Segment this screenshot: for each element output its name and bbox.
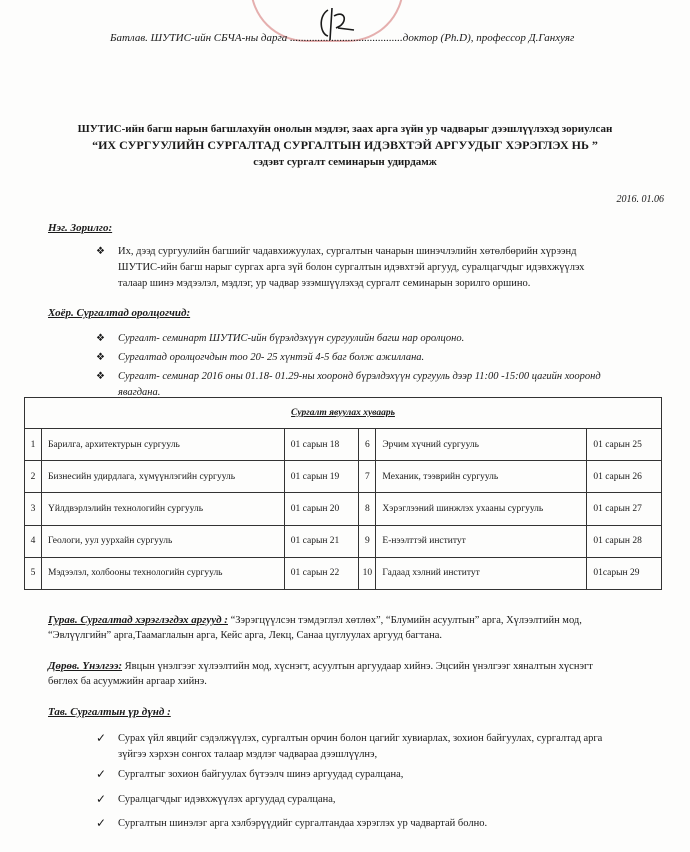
- row-number: 4: [25, 525, 42, 557]
- section2-bullet-3-cont: явагдана.: [118, 387, 161, 398]
- section5-heading: Тав. Сургалтын үр дүнд :: [48, 706, 171, 718]
- school-name: Е-нээлттэй институт: [376, 525, 587, 557]
- title-line-1: ШУТИС-ийн багш нарын багшлахуйн онолын мэдлэг, заах арга зүйн ур чадварыг дээшлүүлэхэд зориулсан: [77, 123, 613, 135]
- table-row: [25, 461, 662, 493]
- school-name: Эрчим хүчний сургууль: [376, 429, 587, 461]
- schedule-date: 01 сарын 22: [284, 557, 359, 589]
- diamond-bullet-icon: ❖: [96, 371, 105, 382]
- row-number: 1: [25, 429, 42, 461]
- school-name: Үйлдвэрлэлийн технологийн сургууль: [42, 493, 285, 525]
- school-name: Геологи, уул уурхайн сургууль: [42, 525, 285, 557]
- school-name: Мэдээлэл, холбооны технологийн сургууль: [42, 557, 285, 589]
- section5-item2: Сургалтыг зохион байгуулах бүтээлч шинэ аргуудад суралцана,: [118, 769, 404, 780]
- table-row: [25, 525, 662, 557]
- checkmark-icon: ✓: [96, 816, 107, 830]
- row-number: 7: [359, 461, 376, 493]
- row-number: 2: [25, 461, 42, 493]
- section1-heading: Нэг. Зорилго:: [48, 222, 113, 234]
- diamond-bullet-icon: ❖: [96, 246, 105, 257]
- row-number: 5: [25, 557, 42, 589]
- table-row: [25, 429, 662, 461]
- diamond-bullet-icon: ❖: [96, 352, 105, 363]
- section1-line-1: Их, дээд сургуулийн багшийг чадавхижуулах, сургалтын чанарын шинэчлэлийн хөтөлбөрийн хүрээнд: [118, 246, 577, 257]
- section3-text-1: “Зэрэгцүүлсэн тэмдэглэл хөтлөх”, “Блумийн асуултын” арга, Хүлээлтийн мод,: [227, 615, 582, 626]
- schedule-date: 01 сарын 28: [587, 525, 662, 557]
- row-number: 9: [359, 525, 376, 557]
- section2-bullet-2: Сургалтад оролцогчдын тоо 20- 25 хүнтэй 4-5 баг болж ажиллана.: [118, 352, 425, 363]
- section3-text-2: “Эвлүүлгийн” арга,Таамаглалын арга, Кейс арга, Лекц, Санаа цуглуулах аргууд багтана.: [48, 630, 442, 641]
- row-number: 8: [359, 493, 376, 525]
- school-name: Бизнесийн удирдлага, хүмүүнлэгийн сургууль: [42, 461, 285, 493]
- section2-bullet-1: Сургалт- семинарт ШУТИС-ийн бүрэлдэхүүн сургуулийн багш нар оролцоно.: [118, 333, 465, 344]
- schedule-date: 01 сарын 26: [587, 461, 662, 493]
- title-line-2: “ИХ СУРГУУЛИЙН СУРГАЛТАД СУРГАЛТЫН ИДЭВХТЭЙ АРГУУДЫГ ХЭРЭГЛЭХ НЬ ”: [92, 138, 598, 152]
- section5-item3: Суралцагчдыг идэвхжүүлэх аргуудад суралцана,: [118, 794, 336, 805]
- table-row: [25, 557, 662, 589]
- section2-bullet-3: Сургалт- семинар 2016 оны 01.18- 01.29-ны хооронд бүрэлдэхүүн сургууль дээр 11:00 -15:00 цагийн хооронд: [118, 371, 601, 382]
- checkmark-icon: ✓: [96, 731, 107, 745]
- row-number: 3: [25, 493, 42, 525]
- approval-line: Батлав. ШУТИС-ийн СБЧА-ны дарга .........................................доктор (Ph.D), профессор Д.Ганхуяг: [110, 32, 575, 44]
- section1-line-3: талаар шинэ мэдээлэл, мэдлэг, ур чадвар эзэмшүүлэхэд сургалт семинарын зорилго оршино.: [118, 278, 531, 289]
- section4-text-2: бөглөх ба асуумжийн аргаар хийнэ.: [48, 676, 207, 687]
- schedule-date: 01 сарын 21: [284, 525, 359, 557]
- schedule-date: 01 сарын 19: [284, 461, 359, 493]
- section5-item4: Сургалтын шинэлэг арга хэлбэрүүдийг сургалтандаа хэрэглэх ур чадвартай болно.: [118, 818, 488, 829]
- section4-text-1: Явцын үнэлгээг хүлээлтийн мод, хүснэгт, асуултын аргуудаар хийнэ. Эцсийн үнэлгээг хяналтын хүснэгт: [122, 661, 593, 672]
- section4-line-1: [48, 658, 593, 675]
- schedule-title: Сургалт явуулах хуваарь: [25, 398, 662, 429]
- title-line-3: сэдэвт сургалт семинарын удирдамж: [253, 156, 437, 168]
- document-date: 2016. 01.06: [616, 194, 664, 205]
- section3-heading: Гурав. Сургалтад хэрэглэгдэх аргууд :: [48, 614, 228, 626]
- schedule-date: 01 сарын 20: [284, 493, 359, 525]
- section4-heading: Дөрөв. Үнэлгээ:: [48, 660, 123, 672]
- schedule-table: [24, 397, 662, 590]
- diamond-bullet-icon: ❖: [96, 333, 105, 344]
- section1-line-2: ШУТИС-ийн багш нарыг сургах арга зүй болон сургалтын идэвхтэй аргууд, суралцагчдыг идэвхжүүлэх: [118, 262, 585, 273]
- schedule-date: 01сарын 29: [587, 557, 662, 589]
- table-row: [25, 493, 662, 525]
- row-number: 10: [359, 557, 376, 589]
- schedule-date: 01 сарын 25: [587, 429, 662, 461]
- school-name: Барилга, архитектурын сургууль: [42, 429, 285, 461]
- school-name: Механик, тээврийн сургууль: [376, 461, 587, 493]
- section5-item1-line2: зүйгээ хэрхэн сонгох талаар мэдлэг чадвараа дээшлүүлнэ,: [118, 749, 378, 760]
- checkmark-icon: ✓: [96, 767, 107, 781]
- school-name: Хэрэглээний шинжлэх ухааны сургууль: [376, 493, 587, 525]
- schedule-date: 01 сарын 27: [587, 493, 662, 525]
- row-number: 6: [359, 429, 376, 461]
- section5-item1-line1: Сурах үйл явцийг сэдэлжүүлэх, сургалтын орчин болон цагийг хувиарлах, зохион байгуулах, сургалтад арга: [118, 733, 603, 744]
- school-name: Гадаад хэлний институт: [376, 557, 587, 589]
- section3-line-1: [48, 612, 582, 629]
- schedule-date: 01 сарын 18: [284, 429, 359, 461]
- checkmark-icon: ✓: [96, 792, 107, 806]
- section2-heading: Хоёр. Сургалтад оролцогчид:: [48, 307, 191, 319]
